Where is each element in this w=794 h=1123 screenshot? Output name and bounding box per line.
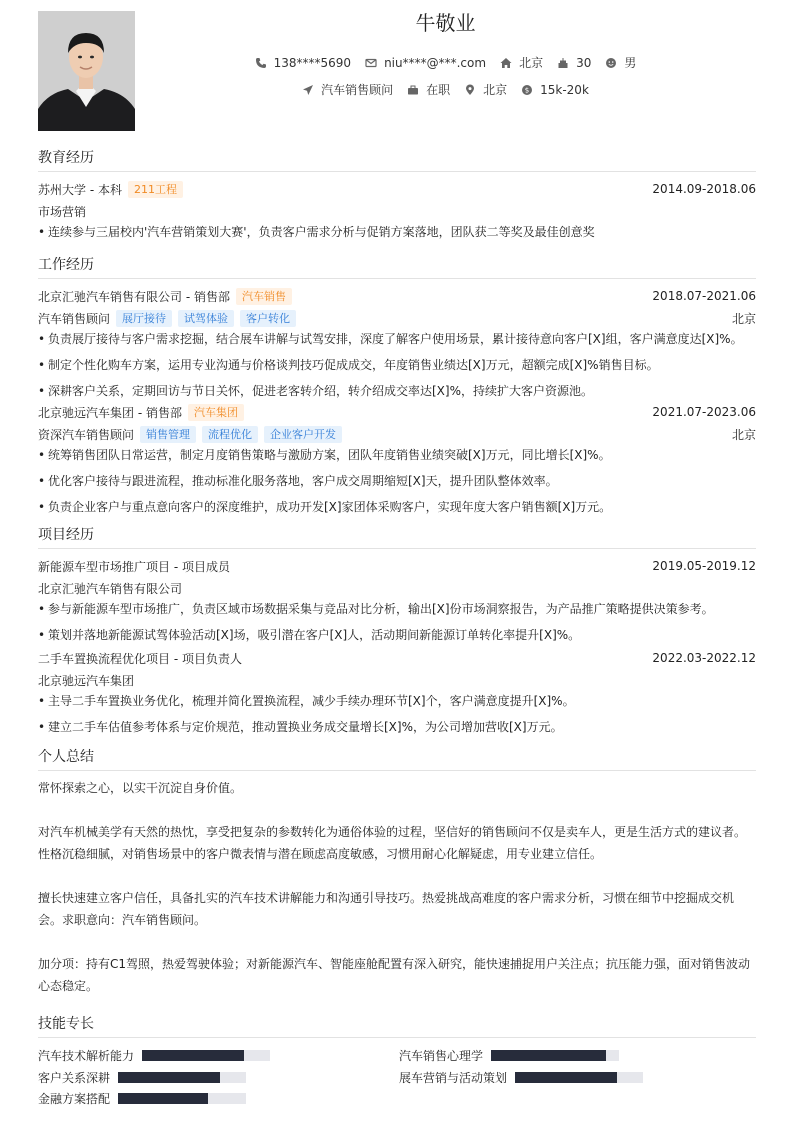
job-header xyxy=(38,401,756,423)
phone-info xyxy=(255,56,351,70)
work-section xyxy=(38,255,756,523)
project-org: 北京驰远汽车集团 xyxy=(38,673,135,688)
job-entry xyxy=(38,401,756,523)
summary-section xyxy=(38,747,756,997)
list-item: • 深耕客户关系，定期回访与节日关怀，促进老客转介绍，转介绍成交率达[X]%，持续扩大客户资源池。 xyxy=(38,384,593,398)
section-title: 项目经历 xyxy=(38,525,756,549)
education-section xyxy=(38,148,756,248)
target-job: 汽车销售顾问 xyxy=(321,83,394,97)
skill-bar xyxy=(118,1093,246,1104)
summary-paragraph: 对汽车机械美学有天然的热忱，享受把复杂的参数转化为通俗体验的过程，坚信好的销售顾问不仅是卖车人，更是生活方式的建议者。 xyxy=(38,825,747,839)
send-icon xyxy=(302,84,314,96)
job-header xyxy=(38,285,756,307)
salary-info xyxy=(521,83,589,97)
project-name: 新能源车型市场推广项目 - 项目成员 xyxy=(38,559,230,574)
project-period: 2022.03-2022.12 xyxy=(652,651,756,665)
resume-header xyxy=(38,10,756,132)
money-icon xyxy=(521,84,533,96)
section-title: 教育经历 xyxy=(38,148,756,172)
project-header xyxy=(38,647,756,669)
skill-bar-fill xyxy=(142,1050,244,1061)
age-info xyxy=(557,56,591,70)
city: 北京 xyxy=(519,56,544,70)
job-location: 北京 xyxy=(731,427,756,442)
job-status: 在职 xyxy=(426,83,451,97)
education-header xyxy=(38,178,756,200)
project-name: 二手车置换流程优化项目 - 项目负责人 xyxy=(38,651,242,666)
avatar xyxy=(38,11,135,131)
skill-bar xyxy=(118,1072,246,1083)
skill-item xyxy=(399,1069,643,1085)
list-item: • 连续参与三届校内'汽车营销策划大赛'，负责客户需求分析与促销方案落地，团队获二等奖及最佳创意奖 xyxy=(38,225,595,239)
projects-section xyxy=(38,525,756,743)
education-period: 2014.09-2018.06 xyxy=(652,182,756,196)
position-row xyxy=(38,423,756,445)
summary-paragraph: 会。求职意向：汽车销售顾问。 xyxy=(38,913,207,927)
target-city-info xyxy=(464,81,507,98)
briefcase-icon xyxy=(407,84,419,96)
salary: 15k-20k xyxy=(540,82,589,97)
gender-icon xyxy=(605,57,617,69)
location-icon xyxy=(464,84,476,96)
skills-list xyxy=(38,1044,756,1114)
company-tag: 汽车集团 xyxy=(188,404,244,421)
list-item: • 参与新能源车型市场推广，负责区域市场数据采集与竞品对比分析，输出[X]份市场洞察报告，为产品推广策略提供决策参考。 xyxy=(38,602,714,616)
school-name: 苏州大学 - 本科 xyxy=(38,182,122,197)
position: 汽车销售顾问 xyxy=(38,311,111,326)
target-job-info xyxy=(302,81,393,98)
city-info xyxy=(500,54,543,71)
job-period: 2018.07-2021.06 xyxy=(652,289,756,303)
skill-item xyxy=(38,1090,246,1106)
email-address: niu****@***.com xyxy=(384,55,487,70)
skill-bar-fill xyxy=(118,1093,208,1104)
major-row xyxy=(38,200,756,222)
list-item: • 优化客户接待与跟进流程，推动标准化服务落地，客户成交周期缩短[X]天，提升团队整体效率。 xyxy=(38,474,558,488)
skill-bar xyxy=(515,1072,643,1083)
section-title: 个人总结 xyxy=(38,747,756,771)
email-info xyxy=(365,56,486,70)
resume-page xyxy=(38,10,756,1106)
company-name: 北京汇驰汽车销售有限公司 - 销售部 xyxy=(38,289,230,304)
home-icon xyxy=(500,57,512,69)
company-tag: 汽车销售 xyxy=(236,288,292,305)
candidate-name: 牛敬业 xyxy=(415,11,476,35)
skill-bar xyxy=(491,1050,619,1061)
skill-tag: 销售管理 xyxy=(140,426,196,443)
summary-paragraph: 擅长快速建立客户信任，具备扎实的汽车技术讲解能力和沟通引导技巧。热爱挑战高难度的客户需求分析，习惯在细节中挖掘成交机 xyxy=(38,891,735,905)
project-entry xyxy=(38,555,756,647)
mail-icon xyxy=(365,57,377,69)
skill-name: 客户关系深耕 xyxy=(38,1070,111,1085)
summary-paragraph: 性格沉稳细腻，对销售场景中的客户微表情与潜在顾虑高度敏感，习惯用耐心化解疑虑，用专业建立信任。 xyxy=(38,847,603,861)
skill-bar-fill xyxy=(118,1072,220,1083)
project-header xyxy=(38,555,756,577)
skill-bar xyxy=(142,1050,270,1061)
skill-name: 金融方案搭配 xyxy=(38,1091,111,1106)
skill-name: 汽车销售心理学 xyxy=(399,1048,484,1063)
summary-paragraph: 常怀探索之心，以实干沉淀自身价值。 xyxy=(38,781,243,795)
skill-tag: 展厅接待 xyxy=(116,310,172,327)
gender-info xyxy=(605,54,636,71)
job-period: 2021.07-2023.06 xyxy=(652,405,756,419)
skills-section xyxy=(38,1014,756,1114)
position-row xyxy=(38,307,756,329)
list-item: • 制定个性化购车方案，运用专业沟通与价格谈判技巧促成成交，年度销售业绩达[X]万元，超额完成[X]%销售目标。 xyxy=(38,358,659,372)
summary-paragraph: 心态稳定。 xyxy=(38,979,99,993)
skill-bar-fill xyxy=(491,1050,606,1061)
summary-paragraph: 加分项：持有C1驾照，热爱驾驶体验；对新能源汽车、智能座舱配置有深入研究，能快速捕捉用户关注点；抗压能力强，面对销售波动 xyxy=(38,957,751,971)
skill-tag: 流程优化 xyxy=(202,426,258,443)
list-item: • 负责展厅接待与客户需求挖掘，结合展车讲解与试驾安排，深度了解客户使用场景，累计接待意向客户[X]组，客户满意度达[X]%。 xyxy=(38,332,743,346)
project-org: 北京汇驰汽车销售有限公司 xyxy=(38,581,183,596)
section-title: 工作经历 xyxy=(38,255,756,279)
company-name: 北京驰远汽车集团 - 销售部 xyxy=(38,405,182,420)
list-item: • 统筹销售团队日常运营，制定月度销售策略与激励方案，团队年度销售业绩突破[X]万元，同比增长[X]%。 xyxy=(38,448,611,462)
phone-icon xyxy=(255,57,267,69)
skill-bar-fill xyxy=(515,1072,617,1083)
list-item: • 负责企业客户与重点意向客户的深度维护，成功开发[X]家团体采购客户，实现年度大客户销售额[X]万元。 xyxy=(38,500,612,514)
job-entry xyxy=(38,285,756,401)
contact-row xyxy=(135,54,756,71)
project-entry xyxy=(38,647,756,743)
phone-number: 138****5690 xyxy=(273,55,352,70)
skill-item xyxy=(399,1047,619,1063)
list-item: • 建立二手车估值参考体系与定价规范，推动置换业务成交量增长[X]%，为公司增加营收[X]万元。 xyxy=(38,720,563,734)
cake-icon xyxy=(557,57,569,69)
skill-name: 展车营销与活动策划 xyxy=(399,1070,508,1085)
target-city: 北京 xyxy=(483,83,508,97)
skill-tag: 客户转化 xyxy=(240,310,296,327)
project-org-row xyxy=(38,669,756,691)
project-org-row xyxy=(38,577,756,599)
status-info xyxy=(407,81,450,98)
svg-text:$: $ xyxy=(524,86,530,95)
list-item: • 策划并落地新能源试驾体验活动[X]场，吸引潜在客户[X]人，活动期间新能源订单转化率提升[X]%。 xyxy=(38,628,581,642)
section-title: 技能专长 xyxy=(38,1014,756,1038)
major: 市场营销 xyxy=(38,204,87,219)
age: 30 xyxy=(576,55,592,70)
skill-tag: 试驾体验 xyxy=(178,310,234,327)
skill-name: 汽车技术解析能力 xyxy=(38,1048,135,1063)
gender: 男 xyxy=(624,56,637,70)
skill-item xyxy=(38,1069,246,1085)
school-tag: 211工程 xyxy=(128,181,183,198)
position: 资深汽车销售顾问 xyxy=(38,427,135,442)
list-item: • 主导二手车置换业务优化，梳理并简化置换流程，减少手续办理环节[X]个，客户满意度提升[X]%。 xyxy=(38,694,575,708)
skill-item xyxy=(38,1047,270,1063)
skill-tag: 企业客户开发 xyxy=(264,426,342,443)
project-period: 2019.05-2019.12 xyxy=(652,559,756,573)
intention-row xyxy=(135,81,756,98)
job-location: 北京 xyxy=(731,311,756,326)
